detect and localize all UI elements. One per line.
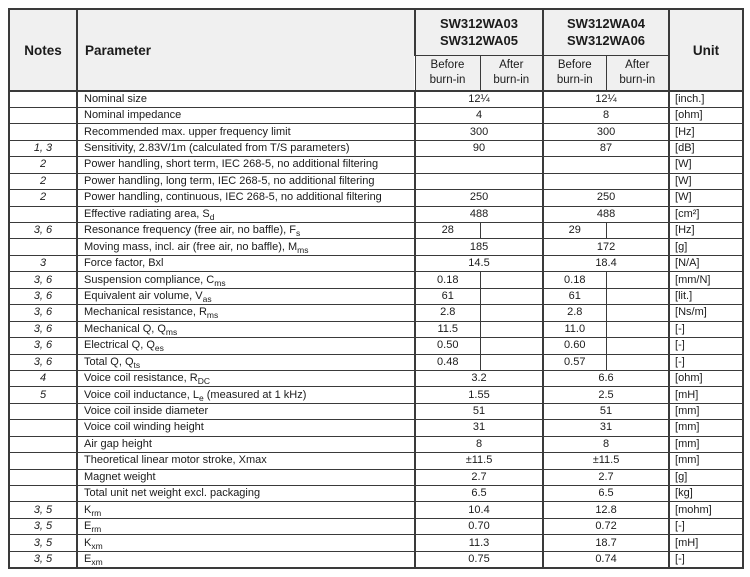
parameter-cell — [77, 173, 415, 189]
notes-cell — [9, 469, 77, 485]
parameter-text: Moving mass, incl. air (free air, no baffle), M — [84, 240, 298, 253]
parameter-cell — [77, 91, 415, 107]
unit-cell: [kg] — [669, 486, 743, 502]
value-cell-group2-after — [606, 321, 669, 337]
table-row — [9, 518, 743, 534]
value-cell-group1: 0.75 — [415, 551, 543, 568]
value-cell-group2-before: 61 — [543, 288, 606, 304]
unit-cell: [Hz] — [669, 223, 743, 239]
parameter-text: Mechanical Q, Q — [84, 322, 166, 335]
parameter-cell — [77, 190, 415, 206]
notes-cell: 3, 6 — [9, 321, 77, 337]
value-cell-group2-after — [606, 272, 669, 288]
value-cell-group1-before: 0.48 — [415, 354, 480, 370]
parameter-cell — [77, 403, 415, 419]
subheader-line: Before — [430, 58, 465, 71]
parameter-text: Power handling, continuous, IEC 268-5, no additional filtering — [84, 191, 382, 204]
parameter-cell — [77, 338, 415, 354]
value-cell-group2: 87 — [543, 140, 669, 156]
parameter-text: Magnet weight — [84, 470, 156, 483]
table-row — [9, 190, 743, 206]
parameter-cell — [77, 157, 415, 173]
value-cell-group1: ±11.5 — [415, 453, 543, 469]
value-cell-group1-before: 61 — [415, 288, 480, 304]
value-cell-group2: ±11.5 — [543, 453, 669, 469]
parameter-text: Mechanical resistance, R — [84, 306, 207, 319]
unit-cell: [W] — [669, 157, 743, 173]
value-cell-group2: 2.5 — [543, 387, 669, 403]
value-cell-group2: 18.7 — [543, 535, 669, 551]
table-row — [9, 387, 743, 403]
value-cell-group1: 51 — [415, 403, 543, 419]
notes-cell — [9, 124, 77, 140]
value-cell-group1: 6.5 — [415, 486, 543, 502]
table-row — [9, 502, 743, 518]
col-subheader-before-burn-in — [543, 55, 606, 91]
value-cell-group1: 14.5 — [415, 255, 543, 271]
col-subheader-after-burn-in — [480, 55, 543, 91]
table-row — [9, 223, 743, 239]
value-cell-group1: 8 — [415, 436, 543, 452]
unit-cell: [mm] — [669, 436, 743, 452]
table-row — [9, 239, 743, 255]
table-body — [9, 91, 743, 568]
unit-cell: [N/A] — [669, 255, 743, 271]
notes-cell: 3, 6 — [9, 354, 77, 370]
table-row — [9, 107, 743, 123]
col-header-model-group-1 — [415, 9, 543, 55]
notes-cell — [9, 91, 77, 107]
unit-cell: [mm] — [669, 453, 743, 469]
parameter-text: Effective radiating area, S — [84, 207, 210, 220]
notes-cell — [9, 420, 77, 436]
value-cell-group2: 250 — [543, 190, 669, 206]
value-cell-group2: 8 — [543, 436, 669, 452]
value-cell-group2: 18.4 — [543, 255, 669, 271]
parameter-text: Theoretical linear motor stroke, Xmax — [84, 454, 267, 467]
table-header — [9, 9, 743, 91]
parameter-text: K — [84, 503, 92, 516]
table-row — [9, 469, 743, 485]
value-cell-group2-after — [606, 354, 669, 370]
notes-cell: 3, 5 — [9, 551, 77, 568]
table-row — [9, 305, 743, 321]
parameter-text: Recommended max. upper frequency limit — [84, 125, 291, 138]
parameter-cell — [77, 420, 415, 436]
value-cell-group2: 12¼ — [543, 91, 669, 107]
parameter-cell — [77, 551, 415, 568]
parameter-text: (measured at 1 kHz) — [203, 388, 307, 401]
value-cell-group2 — [543, 157, 669, 173]
spec-table — [8, 8, 744, 569]
value-cell-group1-after — [480, 272, 543, 288]
parameter-text: Voice coil inductance, L — [84, 388, 199, 401]
parameter-subscript: ms — [297, 244, 309, 255]
notes-cell: 3, 6 — [9, 288, 77, 304]
col-header-model-group-2 — [543, 9, 669, 55]
value-cell-group2-before: 11.0 — [543, 321, 606, 337]
parameter-text: E — [84, 520, 92, 533]
parameter-text: Voice coil inside diameter — [84, 405, 209, 418]
parameter-cell — [77, 502, 415, 518]
value-cell-group2-after — [606, 223, 669, 239]
parameter-text: Air gap height — [84, 437, 152, 450]
col-header-parameter: Parameter — [77, 9, 415, 91]
parameter-cell — [77, 370, 415, 386]
value-cell-group1-before: 0.18 — [415, 272, 480, 288]
unit-cell: [g] — [669, 239, 743, 255]
notes-cell: 3, 6 — [9, 272, 77, 288]
parameter-subscript: es — [154, 343, 164, 354]
value-cell-group2-before: 0.60 — [543, 338, 606, 354]
table-row — [9, 91, 743, 107]
value-cell-group2: 12.8 — [543, 502, 669, 518]
value-cell-group2-before: 29 — [543, 223, 606, 239]
value-cell-group2: 172 — [543, 239, 669, 255]
value-cell-group2: 51 — [543, 403, 669, 419]
parameter-subscript: e — [198, 392, 204, 403]
unit-cell: [Ns/m] — [669, 305, 743, 321]
model-name: SW312WA05 — [439, 33, 519, 49]
model-name: SW312WA03 — [439, 15, 519, 31]
unit-cell: [mm] — [669, 403, 743, 419]
value-cell-group1 — [415, 157, 543, 173]
value-cell-group1: 250 — [415, 190, 543, 206]
parameter-subscript: d — [209, 211, 215, 222]
notes-cell: 3, 5 — [9, 535, 77, 551]
subheader-line: Before — [557, 58, 592, 71]
parameter-cell — [77, 255, 415, 271]
notes-cell: 3, 5 — [9, 502, 77, 518]
parameter-text: Nominal size — [84, 92, 147, 105]
value-cell-group1-after — [480, 354, 543, 370]
parameter-text: Electrical Q, Q — [84, 339, 155, 352]
parameter-cell — [77, 107, 415, 123]
value-cell-group2: 8 — [543, 107, 669, 123]
subheader-line: burn-in — [619, 73, 656, 86]
unit-cell: [ohm] — [669, 370, 743, 386]
value-cell-group1: 2.7 — [415, 469, 543, 485]
notes-cell — [9, 486, 77, 502]
notes-cell: 3, 6 — [9, 338, 77, 354]
unit-cell: [-] — [669, 338, 743, 354]
unit-cell: [cm²] — [669, 206, 743, 222]
table-row — [9, 157, 743, 173]
subheader-line: After — [499, 58, 524, 71]
notes-cell — [9, 403, 77, 419]
parameter-cell — [77, 223, 415, 239]
table-row — [9, 453, 743, 469]
notes-cell — [9, 239, 77, 255]
parameter-text: Power handling, short term, IEC 268-5, no additional filtering — [84, 158, 379, 171]
unit-cell: [mH] — [669, 535, 743, 551]
parameter-cell — [77, 436, 415, 452]
value-cell-group1-after — [480, 223, 543, 239]
col-header-notes: Notes — [9, 9, 77, 91]
unit-cell: [mm] — [669, 420, 743, 436]
value-cell-group2 — [543, 173, 669, 189]
notes-cell — [9, 107, 77, 123]
parameter-text: Voice coil resistance, R — [84, 372, 198, 385]
value-cell-group2-before: 2.8 — [543, 305, 606, 321]
parameter-subscript: ms — [206, 310, 219, 321]
table-row — [9, 551, 743, 568]
unit-cell: [-] — [669, 518, 743, 534]
parameter-cell — [77, 206, 415, 222]
unit-cell: [mH] — [669, 387, 743, 403]
col-header-unit: Unit — [669, 9, 743, 91]
parameter-subscript: DC — [197, 376, 210, 387]
parameter-text: Force factor, Bxl — [84, 257, 164, 270]
table-row — [9, 370, 743, 386]
table-row — [9, 173, 743, 189]
table-row — [9, 354, 743, 370]
table-row — [9, 272, 743, 288]
parameter-cell — [77, 535, 415, 551]
table-row — [9, 255, 743, 271]
unit-cell: [-] — [669, 354, 743, 370]
unit-cell: [lit.] — [669, 288, 743, 304]
value-cell-group1: 11.3 — [415, 535, 543, 551]
unit-cell: [ohm] — [669, 107, 743, 123]
col-subheader-before-burn-in — [415, 55, 480, 91]
value-cell-group2-before: 0.18 — [543, 272, 606, 288]
subheader-line: burn-in — [493, 73, 530, 86]
model-name: SW312WA04 — [567, 15, 646, 31]
value-cell-group1-before: 0.50 — [415, 338, 480, 354]
parameter-cell — [77, 305, 415, 321]
unit-cell: [mohm] — [669, 502, 743, 518]
table-row — [9, 321, 743, 337]
parameter-subscript: ms — [165, 327, 178, 338]
notes-cell — [9, 436, 77, 452]
notes-cell: 3, 6 — [9, 223, 77, 239]
value-cell-group2: 300 — [543, 124, 669, 140]
value-cell-group1-before: 28 — [415, 223, 480, 239]
value-cell-group1: 12¼ — [415, 91, 543, 107]
parameter-cell — [77, 486, 415, 502]
parameter-text: Total unit net weight excl. packaging — [84, 487, 261, 500]
parameter-subscript: xm — [91, 540, 103, 551]
value-cell-group1 — [415, 173, 543, 189]
value-cell-group1-after — [480, 288, 543, 304]
parameter-cell — [77, 518, 415, 534]
value-cell-group1-after — [480, 305, 543, 321]
parameter-cell — [77, 288, 415, 304]
unit-cell: [W] — [669, 173, 743, 189]
model-name: SW312WA06 — [567, 33, 646, 49]
table-row — [9, 124, 743, 140]
parameter-text: E — [84, 552, 92, 565]
notes-cell: 3, 5 — [9, 518, 77, 534]
unit-cell: [dB] — [669, 140, 743, 156]
table-row — [9, 436, 743, 452]
value-cell-group1: 488 — [415, 206, 543, 222]
value-cell-group1-before: 2.8 — [415, 305, 480, 321]
notes-cell: 1, 3 — [9, 140, 77, 156]
value-cell-group2-after — [606, 338, 669, 354]
parameter-subscript: s — [295, 228, 301, 239]
parameter-cell — [77, 469, 415, 485]
parameter-cell — [77, 140, 415, 156]
parameter-text: Suspension compliance, C — [84, 273, 215, 286]
table-row — [9, 206, 743, 222]
value-cell-group1-before: 11.5 — [415, 321, 480, 337]
notes-cell: 5 — [9, 387, 77, 403]
parameter-subscript: as — [202, 294, 212, 305]
parameter-text: Equivalent air volume, V — [84, 289, 203, 302]
notes-cell: 2 — [9, 173, 77, 189]
parameter-text: Total Q, Q — [84, 355, 134, 368]
parameter-cell — [77, 321, 415, 337]
value-cell-group1: 4 — [415, 107, 543, 123]
table-row — [9, 140, 743, 156]
parameter-text: K — [84, 536, 92, 549]
unit-cell: [Hz] — [669, 124, 743, 140]
table-row — [9, 288, 743, 304]
parameter-cell — [77, 387, 415, 403]
value-cell-group2: 0.72 — [543, 518, 669, 534]
parameter-subscript: ms — [214, 277, 226, 288]
notes-cell: 3, 6 — [9, 305, 77, 321]
unit-cell: [-] — [669, 321, 743, 337]
value-cell-group2: 0.74 — [543, 551, 669, 568]
value-cell-group2: 2.7 — [543, 469, 669, 485]
value-cell-group2: 6.6 — [543, 370, 669, 386]
table-row — [9, 338, 743, 354]
parameter-cell — [77, 272, 415, 288]
value-cell-group1: 10.4 — [415, 502, 543, 518]
parameter-subscript: xm — [91, 557, 103, 568]
unit-cell: [g] — [669, 469, 743, 485]
parameter-text: Voice coil winding height — [84, 421, 204, 434]
value-cell-group1: 1.55 — [415, 387, 543, 403]
notes-cell — [9, 206, 77, 222]
subheader-line: burn-in — [429, 73, 466, 86]
notes-cell: 4 — [9, 370, 77, 386]
value-cell-group1: 185 — [415, 239, 543, 255]
parameter-cell — [77, 124, 415, 140]
unit-cell: [W] — [669, 190, 743, 206]
value-cell-group1: 300 — [415, 124, 543, 140]
notes-cell: 2 — [9, 190, 77, 206]
table-row — [9, 403, 743, 419]
parameter-subscript: rm — [91, 507, 102, 518]
parameter-text: Power handling, long term, IEC 268-5, no additional filtering — [84, 174, 375, 187]
value-cell-group1: 3.2 — [415, 370, 543, 386]
subheader-line: burn-in — [556, 73, 593, 86]
parameter-text: Resonance frequency (free air, no baffle), F — [84, 224, 296, 237]
table-row — [9, 420, 743, 436]
value-cell-group1: 90 — [415, 140, 543, 156]
value-cell-group2: 488 — [543, 206, 669, 222]
header-row-models — [9, 9, 743, 55]
parameter-subscript: ts — [133, 359, 141, 370]
value-cell-group2-after — [606, 305, 669, 321]
unit-cell: [mm/N] — [669, 272, 743, 288]
parameter-text: Nominal impedance — [84, 109, 182, 122]
table-row — [9, 535, 743, 551]
notes-cell — [9, 453, 77, 469]
table-row — [9, 486, 743, 502]
value-cell-group2: 6.5 — [543, 486, 669, 502]
value-cell-group2: 31 — [543, 420, 669, 436]
value-cell-group1-after — [480, 338, 543, 354]
parameter-subscript: rm — [91, 524, 102, 535]
parameter-cell — [77, 354, 415, 370]
parameter-text: Sensitivity, 2.83V/1m (calculated from T/S parameters) — [84, 142, 350, 155]
value-cell-group1-after — [480, 321, 543, 337]
subheader-line: After — [625, 58, 650, 71]
value-cell-group1: 31 — [415, 420, 543, 436]
value-cell-group2-before: 0.57 — [543, 354, 606, 370]
parameter-cell — [77, 453, 415, 469]
col-subheader-after-burn-in — [606, 55, 669, 91]
notes-cell: 3 — [9, 255, 77, 271]
value-cell-group2-after — [606, 288, 669, 304]
unit-cell: [inch.] — [669, 91, 743, 107]
value-cell-group1: 0.70 — [415, 518, 543, 534]
parameter-cell — [77, 239, 415, 255]
notes-cell: 2 — [9, 157, 77, 173]
unit-cell: [-] — [669, 551, 743, 568]
